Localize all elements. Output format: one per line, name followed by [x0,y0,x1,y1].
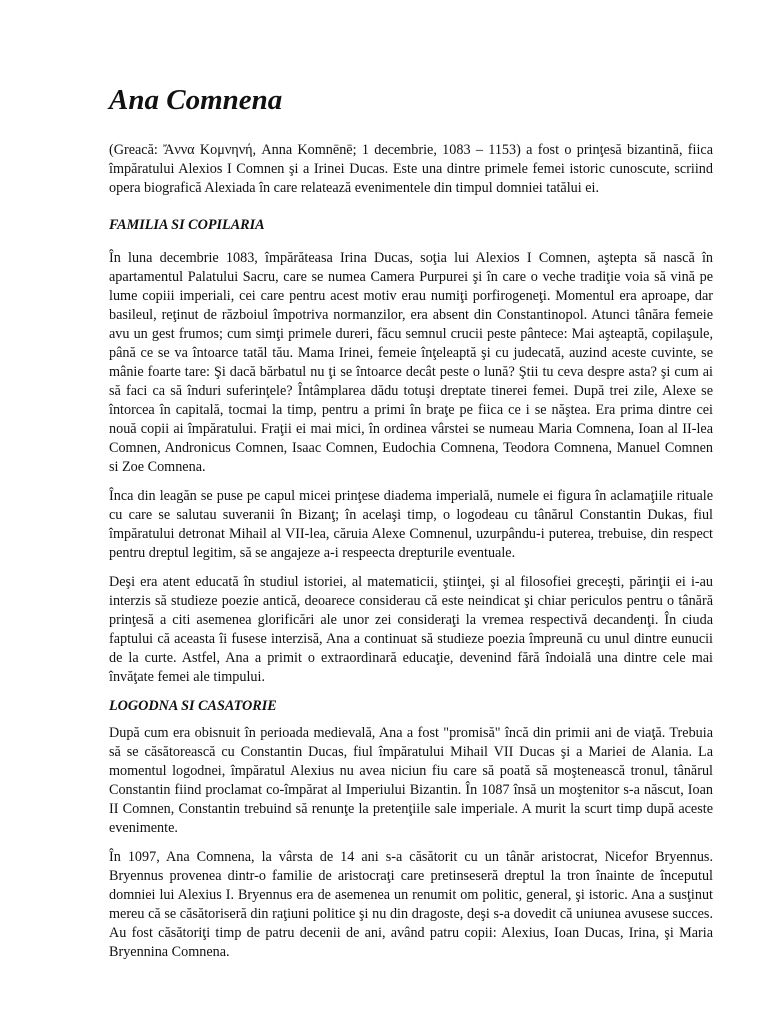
section-heading-marriage: LOGODNA SI CASATORIE [109,698,277,715]
section-heading-family: FAMILIA SI COPILARIA [109,217,265,234]
document-title: Ana Comnena [109,84,283,116]
paragraph-marriage: În 1097, Ana Comnena, la vârsta de 14 ani s-a căsătorit cu un tânăr aristocrat, Nicefor Bryennus. Bryennus provenea dintr-o familie de aristocraţi care pretinseseră dreptul la tron înainte de începutul domniei lui Alexius I. Bryennus era de asemenea un renumit om politic, general, şi istoric. Ana a susţinut mereu că se căsătoriseră din raţiuni politice şi nu din dragoste, deşi s-a dovedit că uniunea avusese succes. Au fost căsătoriţi timp de patru decenii de ani, având patru copii: Alexius, Ioan Ducas, Irina, şi Maria Bryennina Comnena. [109,849,713,961]
paragraph-betrothal: După cum era obisnuit în perioada medievală, Ana a fost "promisă" încă din primii ani de viaţă. Trebuia să se căsătorească cu Constantin Ducas, fiul împăratului Mihail VII Ducas şi a Mariei de Alania. La momentul logodnei, împăratul Alexius nu avea niciun fiu care să poată să moştenească tronul, tânărul Constantin fiind proclamat co-împărat al Imperiului Bizantin. În 1087 însă un moştenitor s-a născut, Ioan II Comnen, Constantin trebuind să renunţe la pretenţiile sale imperiale. A murit la scurt timp după aceste evenimente. [109,725,713,837]
paragraph-birth: În luna decembrie 1083, împărăteasa Irina Ducas, soţia lui Alexios I Comnen, aştepta să nască în apartamentul Palatului Sacru, care se numea Camera Purpurei şi în care o veche tradiţie voia să vină pe lume copiii imperiali, cei care pentru acest motiv erau numiţi porfirogeneţi. Momentul era aproape, dar basileul, reţinut de războiul împotriva normanzilor, era absent din Constantinopol. Atunci tânăra femeie avu un gest frumos; cum simţi primele dureri, făcu semnul crucii peste pântece: Mai aşteaptă, copilaşule, până ce se va întoarce tatăl tău. Mama Irinei, femeie înţeleaptă şi cu judecată, auzind aceste cuvinte, se mânie foarte tare: Şi dacă bărbatul nu ţi se întoarce decât peste o lună? Ştii tu ceva despre asta? şi cum ai să faci ca să înduri suferinţele? Întâmplarea dădu totuşi dreptate tinerei femei. După trei zile, Alexe se întorcea în capitală, tocmai la timp, pentru a primi în braţe pe fiica ce i se năştea. Era prima dintre cei nouă copii ai împăratului. Fraţii ei mai mici, în ordinea vârstei se numeau Maria Comnena, Ioan al II-lea Comnen, Andronicus Comnen, Isaac Comnen, Eudochia Comnena, Teodora Comnena, Manuel Comnen si Zoe Comnena. [109,250,713,476]
paragraph-education: Deşi era atent educată în studiul istoriei, al matematicii, ştiinţei, şi al filosofiei greceşti, părinţii ei i-au interzis să studieze poezie antică, deoarece considerau că este neindicat şi chiar periculos pentru o tânără prinţesă a citi asemenea glorificări ale unor zei consideraţi la vremea respectivă decandenţi. În ciuda faptului că aceasta îi fusese interzisă, Ana a continuat să studieze poezia împreună cu unul dintre eunucii de la curte. Astfel, Ana a primit o extraordinară educaţie, devenind fără îndoială una dintre cele mai învăţate femei ale timpului. [109,574,713,686]
paragraph-diadem: Înca din leagăn se puse pe capul micei prinţese diadema imperială, numele ei figura în aclamaţiile rituale cu care se salutau suveranii în Bizanţ; în acelaşi timp, o logodeau cu tânărul Constantin Dukas, fiul împăratului detronat Mihail al VII-lea, căruia Alexe Comnenul, uzurpându-i puterea, trebuise, din respect pentru dreptul legitim, să se angajeze a-i respeecta drepturile eventuale. [109,488,713,562]
intro-paragraph: (Greacă: Ἄννα Κομνηνή, Anna Komnēnē; 1 decembrie, 1083 – 1153) a fost o prinţesă bizantină, fiica împăratului Alexios I Comnen şi a Irinei Ducas. Este una dintre primele femei istoric cunoscute, scriind opera biografică Alexiada în care relatează evenimentele din timpul domniei tatălui ei. [109,142,713,197]
